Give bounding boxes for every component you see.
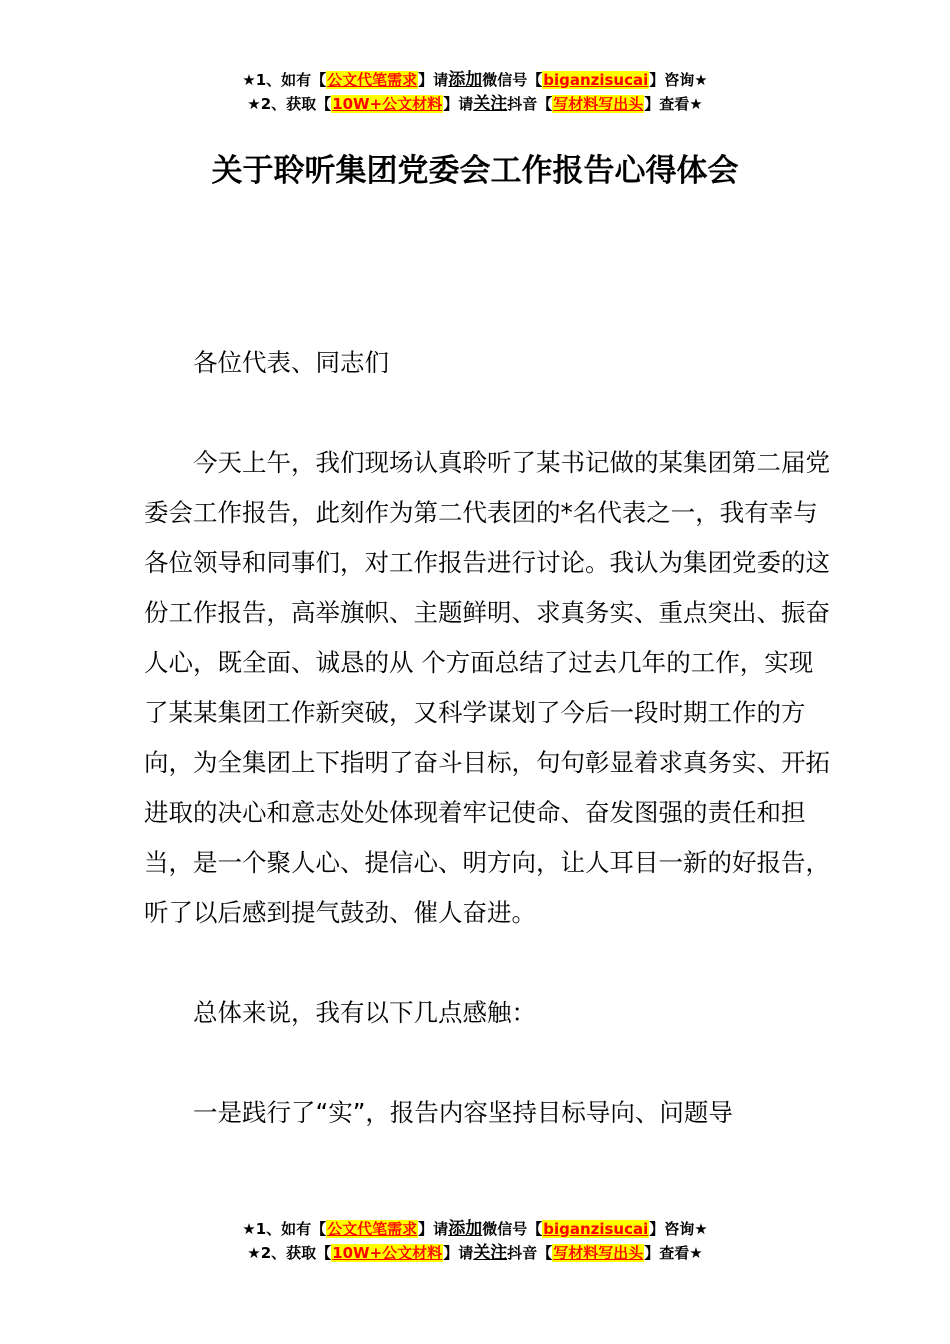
paragraph-point-one: 一是践行了“实”，报告内容坚持目标导向、问题导 bbox=[193, 1098, 733, 1127]
paragraph-intro: 今天上午，我们现场认真聆听了某书记做的某集团第二届党委会工作报告，此刻作为第二代表团的*名代表之一，我有幸与各位领导和同事们，对工作报告进行讨论。我认为集团党委的这份工作报告，高举旗帜、主题鲜明、求真务实、重点突出、振奋人心，既全面、诚恳的从 个方面总结了过去几年的工作，实现了某某集团工作新突破，又科学谋划了今后一段时期工作的方向，为全集团上下指明了奋斗目标，句句彰显着求真务实、开拓进取的决心和意志处处体现着牢记使命、奋发图强的责任和担当，是一个聚人心、提信心、明方向，让人耳目一新的好报告，听了以后感到提气鼓劲、催人奋进。 bbox=[144, 448, 830, 927]
promo-emphasis: 关注 bbox=[473, 94, 508, 114]
promo-highlight: 10W+公文材料 bbox=[332, 1244, 443, 1262]
promo-text: ★1、如有【 bbox=[242, 1220, 327, 1238]
promo-banner-bottom bbox=[0, 1217, 950, 1265]
promo-highlight-douyin: 写材料写出头 bbox=[553, 95, 644, 113]
document-body bbox=[144, 338, 834, 1138]
promo-text: 】请 bbox=[443, 1244, 474, 1262]
promo-text: 】查看★ bbox=[644, 1244, 703, 1262]
promo-line-2 bbox=[0, 1241, 950, 1265]
promo-text: 微信号【 bbox=[482, 71, 543, 89]
promo-banner-top bbox=[0, 68, 950, 116]
promo-emphasis: 添加 bbox=[448, 70, 483, 90]
promo-highlight-wechat: biganzisucai bbox=[543, 1220, 649, 1238]
promo-highlight: 10W+公文材料 bbox=[332, 95, 443, 113]
document-title: 关于聆听集团党委会工作报告心得体会 bbox=[211, 153, 739, 189]
promo-text: ★1、如有【 bbox=[242, 71, 327, 89]
promo-text: 抖音【 bbox=[507, 95, 553, 113]
promo-line-1 bbox=[0, 1217, 950, 1241]
promo-emphasis: 添加 bbox=[448, 1219, 483, 1239]
promo-emphasis: 关注 bbox=[473, 1243, 508, 1263]
promo-text: 】查看★ bbox=[644, 95, 703, 113]
paragraph-summary: 总体来说，我有以下几点感触： bbox=[193, 998, 536, 1027]
promo-text: 微信号【 bbox=[482, 1220, 543, 1238]
promo-text: 】请 bbox=[418, 71, 449, 89]
promo-text: ★2、获取【 bbox=[247, 95, 332, 113]
promo-highlight-wechat: biganzisucai bbox=[543, 71, 649, 89]
promo-highlight: 公文代笔需求 bbox=[327, 71, 418, 89]
promo-text: 抖音【 bbox=[507, 1244, 553, 1262]
paragraph-salutation: 各位代表、同志们 bbox=[193, 348, 389, 377]
promo-line-1 bbox=[0, 68, 950, 92]
promo-highlight-douyin: 写材料写出头 bbox=[553, 1244, 644, 1262]
promo-text: 】咨询★ bbox=[649, 1220, 708, 1238]
promo-text: 】请 bbox=[443, 95, 474, 113]
promo-text: 】咨询★ bbox=[649, 71, 708, 89]
promo-highlight: 公文代笔需求 bbox=[327, 1220, 418, 1238]
promo-text: ★2、获取【 bbox=[247, 1244, 332, 1262]
promo-text: 】请 bbox=[418, 1220, 449, 1238]
promo-line-2 bbox=[0, 92, 950, 116]
